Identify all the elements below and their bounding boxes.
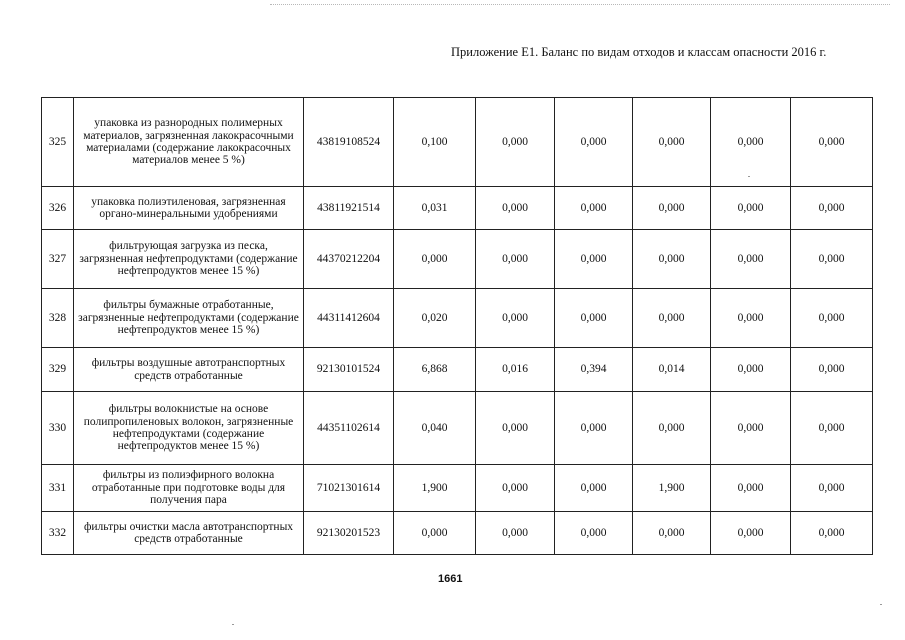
row-number: 325 — [42, 98, 74, 187]
waste-name: фильтры воздушные автотранспортных средств отработанные — [74, 348, 304, 392]
table-row — [42, 512, 873, 555]
value-cell: 0,000 — [476, 465, 555, 512]
fkko-code: 44311412604 — [304, 289, 394, 348]
value-cell: 6,868 — [394, 348, 476, 392]
row-number: 331 — [42, 465, 74, 512]
row-number: 330 — [42, 392, 74, 465]
table-row — [42, 348, 873, 392]
value-cell: 0,000 — [633, 512, 711, 555]
value-cell: 0,000 — [633, 98, 711, 187]
value-cell: 0,000 — [555, 187, 633, 230]
row-number: 332 — [42, 512, 74, 555]
value-cell: 0,000 — [791, 512, 873, 555]
fkko-code: 44351102614 — [304, 392, 394, 465]
value-cell: 0,100 — [394, 98, 476, 187]
value-cell: 0,000 — [711, 465, 791, 512]
fkko-code: 92130101524 — [304, 348, 394, 392]
value-cell: 0,000 — [476, 289, 555, 348]
waste-name: фильтры волокнистые на основе полипропиленовых волокон, загрязненные нефтепродуктами (содержание нефтепродуктов менее 15 %) — [74, 392, 304, 465]
row-number: 327 — [42, 230, 74, 289]
fkko-code: 43811921514 — [304, 187, 394, 230]
fkko-code: 43819108524 — [304, 98, 394, 187]
fkko-code: 71021301614 — [304, 465, 394, 512]
page-number: 1661 — [438, 573, 463, 585]
waste-name: фильтры бумажные отработанные, загрязненные нефтепродуктами (содержание нефтепродуктов менее 15 %) — [74, 289, 304, 348]
scan-speck — [880, 604, 882, 605]
value-cell: 0,000 — [711, 230, 791, 289]
table-row — [42, 392, 873, 465]
table-row — [42, 230, 873, 289]
value-cell: 0,000 — [791, 348, 873, 392]
value-cell: 1,900 — [633, 465, 711, 512]
value-cell: 0,000 — [791, 187, 873, 230]
value-cell: 0,000 — [555, 392, 633, 465]
value-cell: 0,000 — [633, 392, 711, 465]
value-cell: 0,000 — [791, 98, 873, 187]
value-cell: 1,900 — [394, 465, 476, 512]
appendix-title: Приложение Е1. Баланс по видам отходов и классам опасности 2016 г. — [451, 45, 827, 59]
value-cell: 0,000 — [476, 512, 555, 555]
value-cell: 0,000 — [633, 187, 711, 230]
value-cell: 0,014 — [633, 348, 711, 392]
table-row — [42, 98, 873, 187]
value-cell: 0,000 — [476, 230, 555, 289]
waste-name: упаковка из разнородных полимерных материалов, загрязненная лакокрасочными материалами (содержание лакокрасочных материалов менее 5 %) — [74, 98, 304, 187]
value-cell: 0,394 — [555, 348, 633, 392]
value-cell: 0,000 — [711, 289, 791, 348]
value-cell: 0,000 — [791, 289, 873, 348]
value-cell: 0,000 — [476, 98, 555, 187]
waste-balance-table — [41, 97, 873, 555]
value-cell: 0,000 — [711, 392, 791, 465]
scan-speck — [232, 624, 234, 625]
value-cell: 0,000 — [791, 230, 873, 289]
value-cell: 0,031 — [394, 187, 476, 230]
waste-name: фильтрующая загрузка из песка, загрязненная нефтепродуктами (содержание нефтепродуктов менее 15 %) — [74, 230, 304, 289]
value-cell: 0,000 — [711, 98, 791, 187]
value-cell: 0,000 — [476, 392, 555, 465]
value-cell: 0,000 — [555, 98, 633, 187]
value-cell: 0,020 — [394, 289, 476, 348]
value-cell: 0,000 — [633, 289, 711, 348]
value-cell: 0,000 — [394, 230, 476, 289]
row-number: 329 — [42, 348, 74, 392]
value-cell: 0,000 — [394, 512, 476, 555]
value-cell: 0,000 — [791, 465, 873, 512]
value-cell: 0,000 — [711, 512, 791, 555]
value-cell: 0,000 — [633, 230, 711, 289]
value-cell: 0,000 — [555, 289, 633, 348]
waste-name: упаковка полиэтиленовая, загрязненная органо-минеральными удобрениями — [74, 187, 304, 230]
fkko-code: 92130201523 — [304, 512, 394, 555]
fkko-code: 44370212204 — [304, 230, 394, 289]
scan-artifact-line — [270, 4, 890, 5]
value-cell: 0,000 — [711, 187, 791, 230]
table-body — [42, 98, 873, 555]
value-cell: 0,000 — [711, 348, 791, 392]
value-cell: 0,000 — [476, 187, 555, 230]
value-cell: 0,000 — [791, 392, 873, 465]
table-row — [42, 187, 873, 230]
value-cell: 0,000 — [555, 465, 633, 512]
value-cell: 0,016 — [476, 348, 555, 392]
row-number: 328 — [42, 289, 74, 348]
value-cell: 0,040 — [394, 392, 476, 465]
table-row — [42, 289, 873, 348]
waste-name: фильтры из полиэфирного волокна отработанные при подготовке воды для получения пара — [74, 465, 304, 512]
value-cell: 0,000 — [555, 230, 633, 289]
value-cell: 0,000 — [555, 512, 633, 555]
waste-name: фильтры очистки масла автотранспортных средств отработанные — [74, 512, 304, 555]
table-row — [42, 465, 873, 512]
row-number: 326 — [42, 187, 74, 230]
